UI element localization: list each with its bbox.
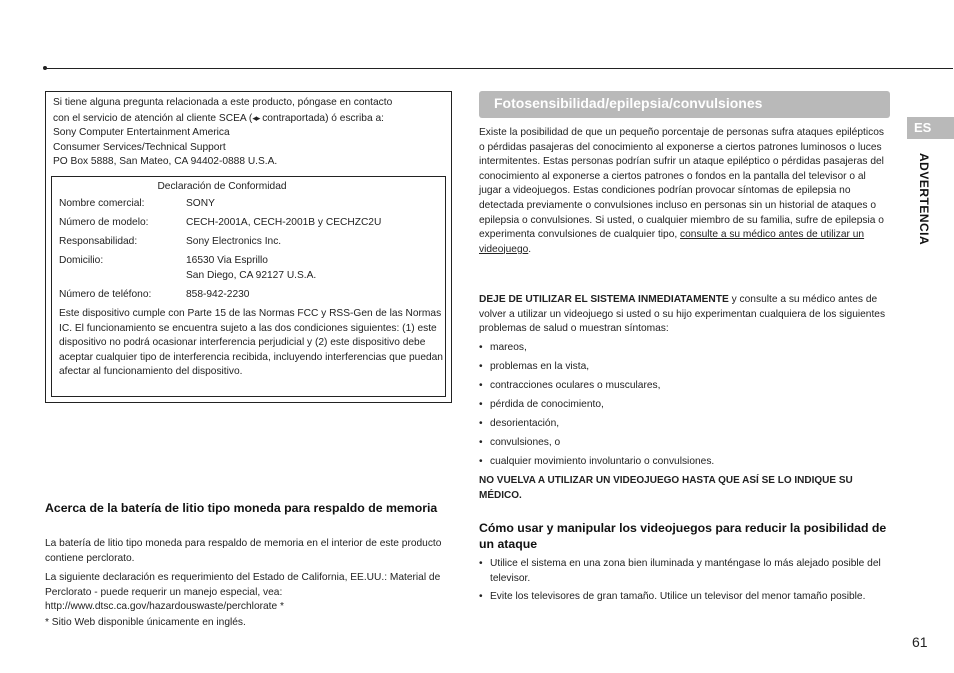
battery-footnote: * Sitio Web disponible únicamente en inglés.: [45, 617, 246, 628]
declaration-value: San Diego, CA 92127 U.S.A.: [186, 270, 317, 281]
battery-paragraph: La siguiente declaración es requerimiento del Estado de California, EE.UU.: Material de Perclorato - puede requerir un manejo especial, vea: http://www.dtsc.ca.gov/hazardouswaste/perchlorate *: [45, 572, 441, 612]
list-item: • cualquier movimiento involuntario o convulsiones.: [479, 456, 715, 467]
declaration-label: Número de teléfono:: [59, 289, 152, 300]
contact-line: Sony Computer Entertainment America: [53, 127, 230, 138]
declaration-label: Domicilio:: [59, 255, 104, 266]
battery-heading: Acerca de la batería de litio tipo moneda para respaldo de memoria: [45, 501, 438, 515]
declaration-label: Nombre comercial:: [59, 198, 145, 209]
doctor-warning: NO VUELVA A UTILIZAR UN VIDEOJUEGO HASTA QUE ASÍ SE LO INDIQUE SU MÉDICO.: [479, 475, 853, 501]
fcc-compliance-note: Este dispositivo cumple con Parte 15 de las Normas FCC y RSS-Gen de las Normas IC. El funcionamiento se encuentra sujeto a las dos condiciones siguientes: (1) este dispositivo no podrá ocasionar interferencia perjudicial y (2) este dispositivo debe aceptar cualquier tipo de interferencia recibida, incluyendo interferencias que puedan afectar al funcionamiento del dispositivo.: [59, 308, 443, 378]
page-number: 61: [912, 634, 928, 650]
consult-doctor-text: consulte a su médico antes de utilizar un videojuego: [479, 229, 865, 255]
declaration-label: Responsabilidad:: [59, 236, 138, 247]
arrow-right-icon: ◂▸: [252, 112, 260, 123]
language-tab: [907, 117, 954, 139]
header-rule-marker: [43, 66, 47, 70]
declaration-box: [51, 176, 446, 397]
list-item: • Utilice el sistema en una zona bien iluminada y manténgase lo más alejado posible del televisor.: [479, 558, 881, 584]
section-side-label: ADVERTENCIA: [917, 153, 931, 246]
header-rule: [45, 68, 953, 69]
list-item: • desorientación,: [479, 418, 560, 429]
stop-use-paragraph: DEJE DE UTILIZAR EL SISTEMA INMEDIATAMENTE y consulte a su médico antes de volver a utilizar un videojuego si usted o su hijo experimentan cualquiera de los siguientes problemas de salud o muestran síntomas:: [479, 294, 886, 335]
declaration-label: Número de modelo:: [59, 217, 149, 228]
list-item: • problemas en la vista,: [479, 361, 590, 372]
howto-heading: Cómo usar y manipular los videojuegos para reducir la posibilidad de un ataque: [479, 521, 887, 551]
declaration-value: Sony Electronics Inc.: [186, 236, 282, 247]
list-item: • Evite los televisores de gran tamaño. Utilice un televisor del menor tamaño posible.: [479, 591, 866, 602]
tips-list: [479, 557, 891, 609]
epilepsy-intro: Existe la posibilidad de que un pequeño porcentaje de personas sufra ataques epilépticos o pérdidas pasajeras del conocimiento al exponerse a ciertos patrones luminosos o luces intermitentes. Estas personas podrían sufrir un ataque epiléptico o pérdidas pasajeras del conocimiento al exponerse a ciertos patrones o fondos en la pantalla del televisor o al jugar a videojuegos. Estas condiciones podrían provocar síntomas de epilepsia no detectada previamente o convulsiones incluso en personas sin un historial de ataques o epilepsia o convulsiones. Si usted, o cualquier miembro de su familia, sufre de epilepsia o experimenta convulsiones de cualquier tipo, consulte a su médico antes de utilizar un videojuego.: [479, 127, 884, 255]
list-item: • contracciones oculares o musculares,: [479, 380, 661, 391]
declaration-value: SONY: [186, 198, 215, 209]
section-title: Fotosensibilidad/epilepsia/convulsiones: [494, 95, 763, 111]
section-heading-bar: [479, 91, 890, 118]
list-item: • pérdida de conocimiento,: [479, 399, 604, 410]
symptom-list: [479, 341, 891, 474]
contact-box: [45, 91, 452, 403]
declaration-value: 858-942-2230: [186, 289, 250, 300]
language-label: ES: [914, 120, 932, 135]
declaration-value: CECH-2001A, CECH-2001B y CECHZC2U: [186, 217, 382, 228]
contact-line: Si tiene alguna pregunta relacionada a este producto, póngase en contacto: [53, 97, 393, 108]
declaration-title: Declaración de Conformidad: [157, 181, 287, 192]
list-item: • convulsiones, o: [479, 437, 561, 448]
contact-info: [53, 96, 448, 170]
contact-line: Consumer Services/Technical Support: [53, 141, 226, 153]
contact-line: PO Box 5888, San Mateo, CA 94402-0888 U.S.A.: [53, 156, 278, 167]
declaration-value: 16530 Via Esprillo: [186, 255, 268, 266]
battery-paragraph: La batería de litio tipo moneda para respaldo de memoria en el interior de este producto contiene perclorato.: [45, 538, 442, 564]
list-item: • mareos,: [479, 342, 527, 353]
contact-line: con el servicio de atención al cliente SCEA (◂▸ contraportada) ó escriba a:: [53, 112, 384, 124]
